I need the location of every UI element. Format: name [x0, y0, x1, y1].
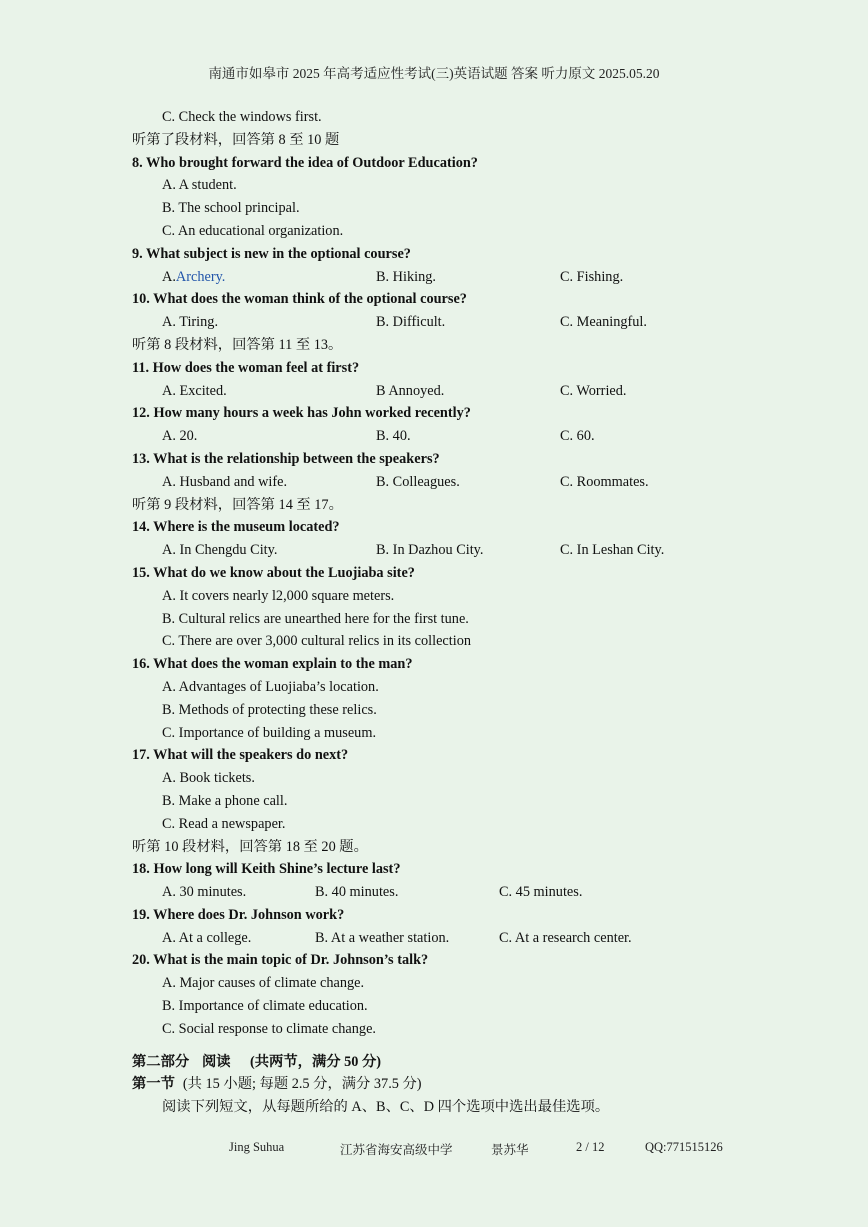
option-row: [132, 881, 832, 904]
option-a: [162, 266, 376, 289]
option-a-label: A. Tiring.: [162, 314, 219, 331]
footer-page-number: 2 / 12: [576, 1140, 605, 1154]
option-item: A. Advantages of Luojiaba’s location.: [162, 678, 379, 695]
subsection-name: 第一节: [132, 1076, 175, 1093]
option-item: B. Cultural relics are unearthed here for the first tune.: [162, 610, 469, 627]
option-a: [162, 471, 376, 494]
option-a: [162, 539, 376, 562]
footer-qq: QQ:771515126: [645, 1140, 723, 1154]
option-row: [132, 266, 832, 289]
option-item: C. Read a newspaper.: [162, 815, 286, 832]
option-row: [132, 927, 832, 950]
option-a: [162, 311, 376, 334]
option-b: B Annoyed.: [376, 382, 445, 399]
option-c: C. Worried.: [560, 382, 627, 399]
listening-instruction: 听第了段材料，回答第 8 至 10 题: [132, 131, 340, 148]
option-row: [132, 380, 832, 403]
option-b: B. At a weather station.: [315, 929, 450, 946]
question-text: 13. What is the relationship between the speakers?: [132, 450, 440, 467]
question-text: 14. Where is the museum located?: [132, 519, 340, 536]
question-text: 20. What is the main topic of Dr. Johnson’s talk?: [132, 952, 429, 969]
option-a: [162, 380, 376, 403]
option-a-label: A. Husband and wife.: [162, 473, 288, 490]
option-c: C. 45 minutes.: [499, 884, 583, 901]
section-part: 第二部分: [132, 1053, 190, 1070]
option-row: [132, 311, 832, 334]
option-a-label: A. At a college.: [162, 929, 252, 946]
footer-name: 景苏华: [491, 1143, 529, 1157]
section-detail: (共两节，满分 50 分): [250, 1053, 382, 1070]
question-list: [132, 106, 832, 1119]
option-c: C. Fishing.: [560, 268, 624, 285]
subsection-heading: [132, 1073, 832, 1096]
listening-instruction: 听第 9 段材料，回答第 14 至 17。: [132, 496, 343, 513]
option-c: C. 60.: [560, 428, 595, 445]
page-footer: [0, 1140, 868, 1156]
option-item: C. Importance of building a museum.: [162, 724, 377, 741]
option-a-label: A.: [162, 268, 176, 285]
option-a-label: A. 30 minutes.: [162, 884, 247, 901]
question-text: 9. What subject is new in the optional course?: [132, 245, 411, 262]
option-row: [132, 425, 832, 448]
section-name: 阅读: [202, 1053, 231, 1070]
footer-school: 江苏省海安高级中学: [340, 1143, 453, 1157]
question-text: 15. What do we know about the Luojiaba site?: [132, 564, 415, 581]
option-c: C. Meaningful.: [560, 314, 647, 331]
option-b: B. Hiking.: [376, 268, 436, 285]
option-b: B. Difficult.: [376, 314, 446, 331]
option-a-highlight: Archery.: [175, 268, 226, 285]
subsection-detail: (共 15 小题; 每题 2.5 分，满分 37.5 分): [182, 1076, 422, 1093]
option-b: B. 40 minutes.: [315, 884, 399, 901]
question-text: 12. How many hours a week has John worked recently?: [132, 405, 471, 422]
option-item: C. Check the windows first.: [162, 109, 322, 125]
question-text: 8. Who brought forward the idea of Outdoor Education?: [132, 154, 478, 171]
option-b: B. In Dazhou City.: [376, 542, 484, 559]
reading-instruction: 阅读下列短文，从每题所给的 A、B、C、D 四个选项中选出最佳选项。: [162, 1099, 610, 1116]
question-text: 19. Where does Dr. Johnson work?: [132, 906, 345, 923]
option-item: B. The school principal.: [162, 200, 300, 217]
option-item: C. There are over 3,000 cultural relics in its collection: [162, 633, 472, 650]
option-a-label: A. Excited.: [162, 382, 227, 399]
listening-instruction: 听第 8 段材料，回答第 11 至 13。: [132, 336, 343, 353]
option-b: B. 40.: [376, 428, 411, 445]
footer-author: Jing Suhua: [229, 1140, 285, 1154]
option-a: [162, 927, 315, 950]
option-c: C. At a research center.: [499, 929, 632, 946]
option-item: C. An educational organization.: [162, 222, 344, 239]
option-row: [132, 471, 832, 494]
option-item: A. Book tickets.: [162, 770, 255, 787]
question-text: 11. How does the woman feel at first?: [132, 359, 360, 376]
option-item: C. Social response to climate change.: [162, 1020, 376, 1037]
option-c: C. Roommates.: [560, 473, 649, 490]
option-item: B. Methods of protecting these relics.: [162, 701, 377, 718]
option-a-label: A. In Chengdu City.: [162, 542, 278, 559]
question-text: 17. What will the speakers do next?: [132, 747, 349, 764]
option-a-label: A. 20.: [162, 428, 198, 445]
listening-instruction: 听第 10 段材料，回答第 18 至 20 题。: [132, 838, 368, 855]
option-item: A. It covers nearly l2,000 square meters.: [162, 587, 395, 604]
option-item: B. Importance of climate education.: [162, 998, 368, 1015]
section-heading: [132, 1051, 832, 1074]
option-item: B. Make a phone call.: [162, 792, 288, 809]
option-c: C. In Leshan City.: [560, 542, 665, 559]
page-header: 南通市如皋市 2025 年高考适应性考试(三)英语试题 答案 听力原文 2025.05.20: [208, 66, 660, 81]
option-item: A. A student.: [162, 177, 237, 194]
question-text: 18. How long will Keith Shine’s lecture last?: [132, 861, 401, 878]
question-text: 10. What does the woman think of the optional course?: [132, 291, 467, 308]
question-text: 16. What does the woman explain to the man?: [132, 656, 413, 673]
option-item: A. Major causes of climate change.: [162, 975, 365, 992]
option-b: B. Colleagues.: [376, 473, 460, 490]
option-a: [162, 881, 315, 904]
option-row: [132, 539, 832, 562]
option-a: [162, 425, 376, 448]
